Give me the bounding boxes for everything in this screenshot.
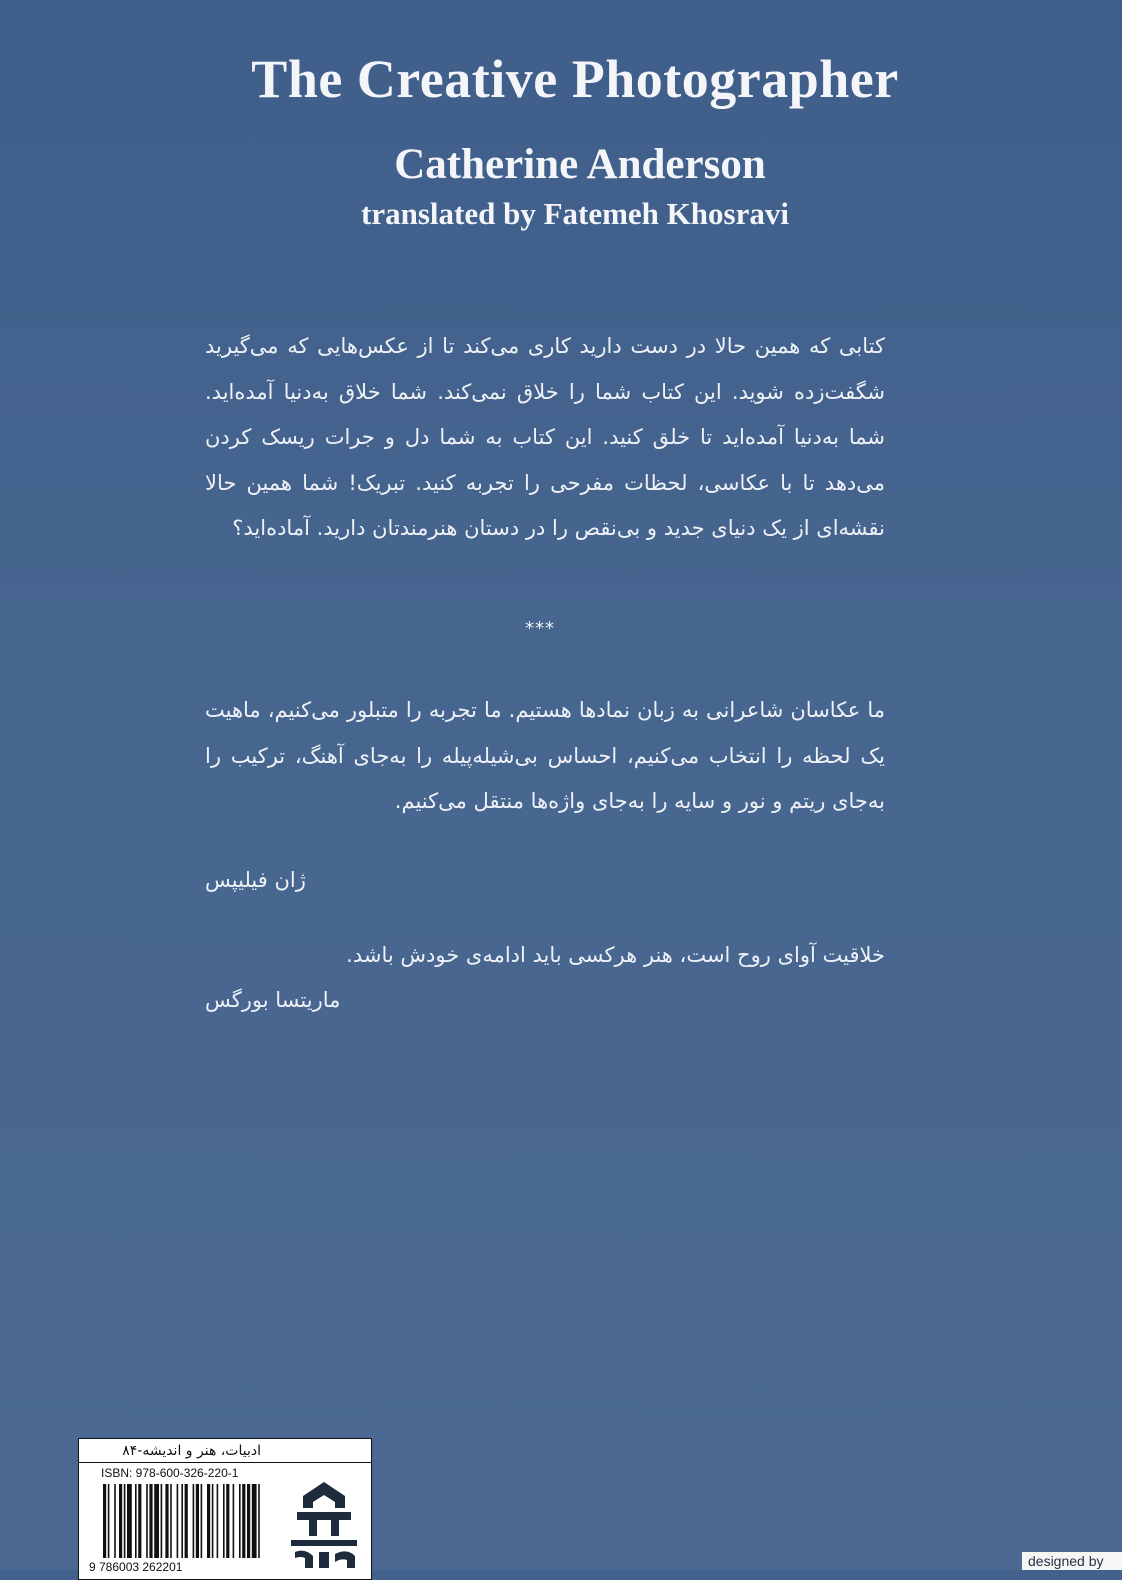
author-name: Catherine Anderson: [394, 141, 766, 188]
translator-credit: translated by Fatemeh Khosravi: [361, 196, 789, 231]
designed-by-label: designed by: [1022, 1552, 1122, 1570]
isbn-number: ISBN: 978-600-326-220-1: [101, 1466, 239, 1480]
quote-philips: ما عکاسان شاعرانی به زبان نمادها هستیم. ما تجربه را متبلور می‌کنیم، ماهیت یک لحظه را انتخاب می‌کنیم، احساس بی‌شیله‌پیله را به‌جای آهنگ، ترکیب را به‌جای ریتم و نور و سایه را به‌جای واژه‌ها منتقل می‌کنیم.: [205, 698, 885, 813]
book-title: The Creative Photographer: [251, 49, 899, 109]
barcode-digits: 9 786003 262201: [89, 1560, 183, 1574]
quote-borges-author: ماریتسا بورگس: [205, 988, 341, 1012]
quote-philips-author: ژان فیلیپس: [205, 868, 306, 892]
publisher-logo-icon: [283, 1478, 365, 1570]
blurb-text: کتابی که همین حالا در دست دارید کاری می‌کند تا از عکس‌هایی که می‌گیرید شگفت‌زده شوید. این کتاب شما را خلاق نمی‌کند. شما خلاق به‌دنیا آمده‌اید. شما به‌دنیا آمده‌اید تا خلق کنید. این کتاب به شما دل و جرات ریسک کردن می‌دهد تا با عکاسی، لحظات مفرحی را تجربه کنید. تبریک! شما همین حالا نقشه‌ای از یک دنیای جدید و بی‌نقص را در دستان هنرمندتان دارید. آماده‌اید؟: [205, 334, 885, 540]
section-separator: ***: [525, 618, 555, 639]
quote-borges: خلاقیت آوای روح است، هنر هرکسی باید ادامه‌ی خودش باشد.: [346, 943, 885, 967]
series-label: ادبیات، هنر و اندیشه-۸۴: [79, 1439, 371, 1463]
